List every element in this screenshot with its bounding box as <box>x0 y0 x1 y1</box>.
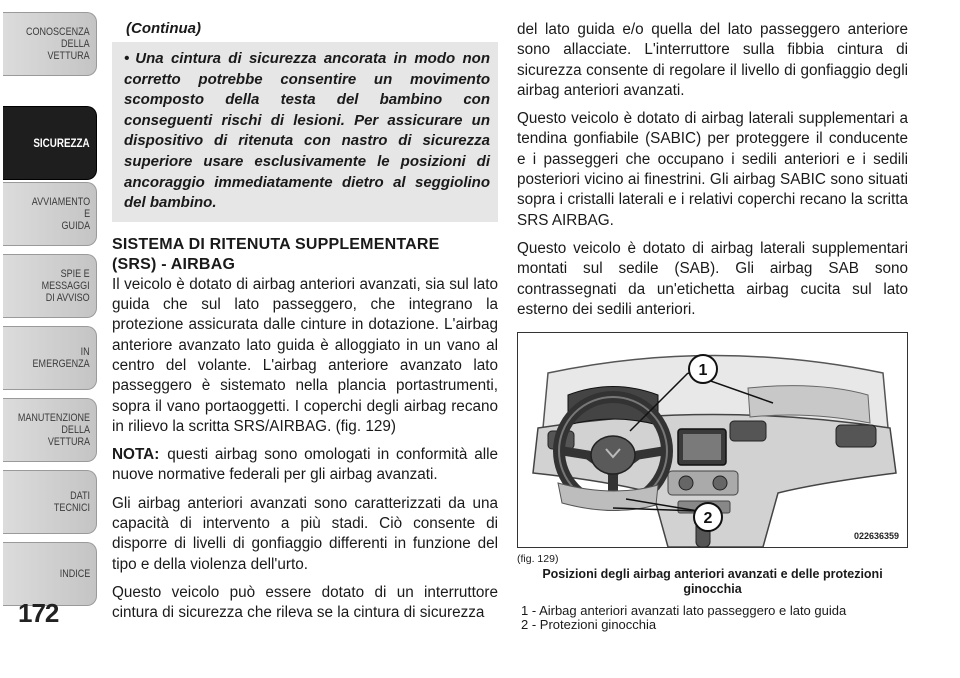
nota-label: NOTA: <box>112 446 160 464</box>
callout-2-label: 2 <box>703 510 713 528</box>
left-column <box>112 20 498 632</box>
tab-conoscenza-della-vettura[interactable]: CONOSCENZA DELLA VETTURA <box>3 12 97 76</box>
paragraph-seatbelt-switch: Questo veicolo può essere dotato di un interruttore cintura di sicurezza che rileva se la cintura di sicurezza <box>112 583 498 622</box>
right-column <box>517 20 908 632</box>
legend-item-2: 2 - Protezioni ginocchia <box>521 617 657 633</box>
paragraph-multistage: Gli airbag anteriori avanzati sono caratterizzati da una capacità di intervento a più stadi. Ciò consente di disporre di livelli di gonfiaggio differenti in funzione del tipo e della violenza dell'urto. <box>112 494 498 573</box>
legend-item-1: 1 - Airbag anteriori avanzati lato passeggero e lato guida <box>521 603 847 619</box>
warning-box <box>112 42 498 222</box>
figure-reference: (fig. 129) <box>517 553 559 566</box>
paragraph-sab: Questo veicolo è dotato di airbag laterali supplementari montati sul sedile (SAB). Gli airbag SAB sono contrassegnati da un'etichetta airbag cucita sul lato esterno dei sedili anteriori. <box>517 239 908 318</box>
figure-legend <box>517 604 908 632</box>
tab-indice[interactable]: INDICE <box>3 542 97 606</box>
continued-label: (Continua) <box>126 20 201 37</box>
tab-in-emergenza[interactable]: IN EMERGENZA <box>3 326 97 390</box>
paragraph-seatbelt-cont: del lato guida e/o quella del lato passeggero anteriore sono allacciate. L'interruttore sulla fibbia cintura di sicurezza consente di regolare il livello di gonfiaggio degli airbag anteriori avanzati. <box>517 21 908 99</box>
section-title: SISTEMA DI RITENUTA SUPPLEMENTARE (SRS) - AIRBAG <box>112 235 440 273</box>
page-number: 172 <box>18 598 59 628</box>
paragraph-airbag-intro: Il veicolo è dotato di airbag anteriori avanzati, sia sul lato guida che sul lato passeggero, che integrano la protezione assicurata dalle cinture in dotazione. L'airbag anteriore avanzato lato guida è alloggiato in un vano al centro del volante. L'airbag anteriore avanzato lato passeggero è sistemato nella plancia portastrumenti, sopra il vano portaoggetti. I coperchi degli airbag recano in rilievo la scritta SRS/AIRBAG. (fig. 129) <box>112 275 498 435</box>
tab-dati-tecnici[interactable]: DATI TECNICI <box>3 470 97 534</box>
paragraph-sabic: Questo veicolo è dotato di airbag laterali supplementari a tendina gonfiabile (SABIC) per proteggere il conducente e i passeggeri che occupano i sedili anteriori e i sedili posteriori vicino ai finestrini. Gli airbag SABIC sono situati sopra i cristalli laterali e i relativi coperchi recano la scritta SRS AIRBAG. <box>517 110 908 229</box>
dashboard-illustration <box>518 333 907 547</box>
warning-text: Una cintura di sicurezza ancorata in modo non corretto potrebbe consentire un movimento scomposto della testa del bambino con conseguenti rischi di lesioni. Per assicurare un dispositivo di ritenuta con nastro di sicurezza superiore usare esclusivamente le posizioni di ancoraggio immediatamente dietro al seggiolino del bambino. <box>124 50 490 212</box>
tab-sicurezza[interactable]: SICUREZZA <box>3 106 97 180</box>
callout-1-label: 1 <box>698 362 708 380</box>
tab-avviamento-e-guida[interactable]: AVVIAMENTO E GUIDA <box>3 182 97 246</box>
figure-caption: Posizioni degli airbag anteriori avanzati e delle protezioni ginocchia <box>542 567 883 597</box>
bullet-icon: • <box>124 50 130 67</box>
nota-text: questi airbag sono omologati in conformità alle nuove normative federali per gli airbag avanzati. <box>112 446 498 484</box>
dashboard-figure <box>517 332 908 548</box>
chapter-tabs <box>0 0 104 678</box>
figure-code: 022636359 <box>853 531 899 542</box>
tab-spie-e-messaggi[interactable]: SPIE E MESSAGGI DI AVVISO <box>3 254 97 318</box>
nota-paragraph <box>112 445 498 486</box>
tab-manutenzione-della-vettura[interactable]: MANUTENZIONE DELLA VETTURA <box>3 398 97 462</box>
